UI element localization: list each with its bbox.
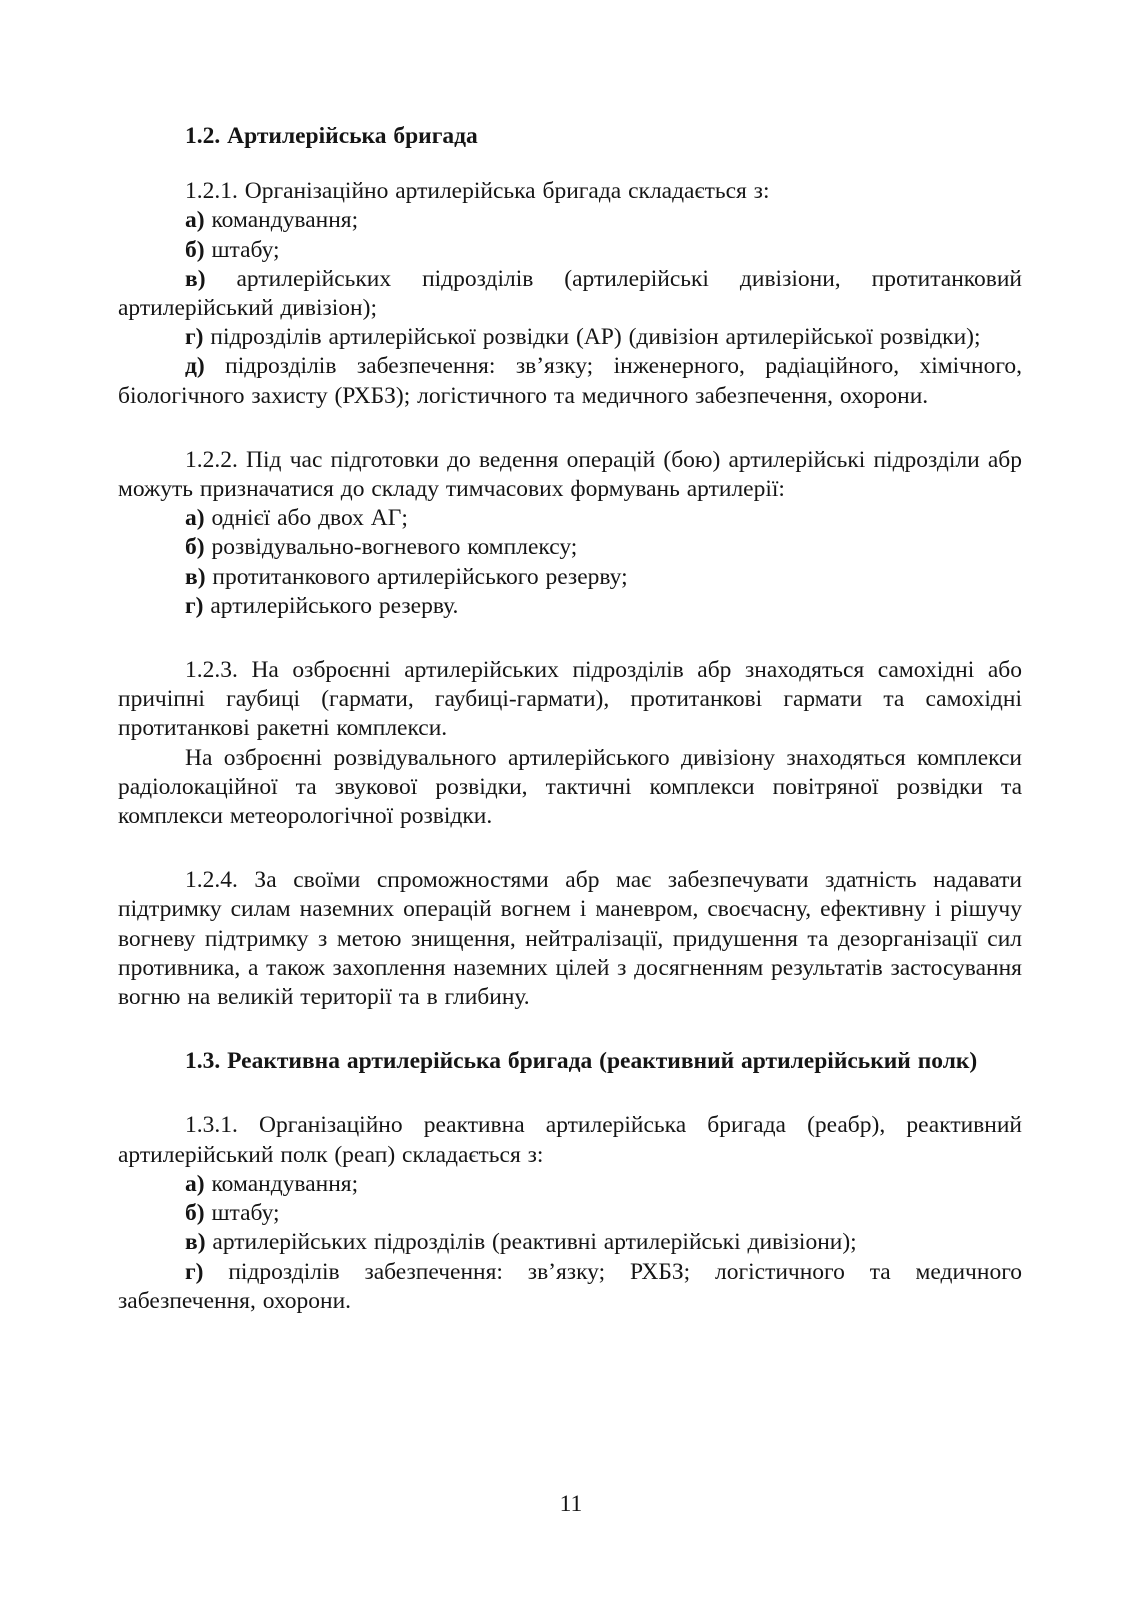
list-item (118, 323, 1022, 352)
list-item (118, 236, 1022, 265)
item-text: протитанкового артилерійського резерву; (212, 563, 628, 590)
item-marker: в) (185, 1229, 206, 1256)
section-heading: 1.2. Артилерійська бригада (185, 123, 478, 149)
paragraph: 1.2.1. Організаційно артилерійська бригада складається з: (185, 178, 770, 205)
item-marker: в) (185, 265, 206, 292)
section-heading: 1.3. Реактивна артилерійська бригада (реактивний артилерійський полк) (185, 1048, 978, 1075)
list-item (118, 265, 1022, 323)
page-content (118, 122, 1022, 1316)
item-text: командування; (211, 1170, 359, 1197)
item-text: штабу; (211, 1200, 280, 1227)
paragraph: На озброєнні розвідувального артилерійського дивізіону знаходяться комплекси радіолокаційної та звукової розвідки, тактичні комплекси повітряної розвідки та комплекси метеорологічної розвідки. (118, 744, 1022, 830)
item-text: підрозділів забезпечення: зв’язку; інженерного, радіаційного, хімічного, біологічного захисту (РХБЗ); логістичного та медичного забезпечення, охорони. (118, 353, 1023, 409)
list-item (118, 352, 1022, 410)
list-item (118, 206, 1022, 235)
item-marker: г) (185, 324, 204, 351)
list-item (118, 1228, 1022, 1257)
item-marker: д) (185, 353, 205, 380)
paragraph: 1.3.1. Організаційно реактивна артилерійська бригада (реабр), реактивний артилерійський полк (реап) складається з: (118, 1112, 1022, 1168)
item-marker: а) (185, 505, 205, 532)
list-item (118, 1258, 1022, 1316)
item-marker: г) (185, 592, 204, 619)
item-text: артилерійських підрозділів (артилерійські дивізіони, протитанковий артилерійський дивізіон); (118, 265, 1023, 322)
item-marker: а) (185, 207, 205, 234)
item-text: однієї або двох АГ; (211, 505, 408, 532)
item-text: штабу; (211, 236, 280, 263)
list-item (118, 533, 1022, 562)
item-marker: в) (185, 563, 206, 590)
list-item (118, 592, 1022, 621)
item-text: артилерійського резерву. (210, 592, 459, 619)
item-text: підрозділів артилерійської розвідки (АР) (дивізіон артилерійської розвідки); (210, 324, 981, 351)
item-marker: а) (185, 1170, 205, 1197)
item-text: підрозділів забезпечення: зв’язку; РХБЗ; логістичного та медичного забезпечення, охорони. (118, 1258, 1022, 1314)
item-text: командування; (211, 207, 359, 234)
list-item (118, 563, 1022, 592)
list-item (118, 1170, 1022, 1199)
item-text: артилерійських підрозділів (реактивні артилерійські дивізіони); (212, 1229, 857, 1256)
page-number: 11 (559, 1491, 583, 1517)
item-text: розвідувально-вогневого комплексу; (211, 534, 578, 561)
list-item (118, 1199, 1022, 1228)
paragraph: 1.2.4. За своїми спроможностями абр має забезпечувати здатність надавати підтримку силам наземних операцій вогнем і маневром, своєчасну, ефективну і рішучу вогневу підтримку з метою знищення, нейтралізації, придушення та дезорганізації сил противника, а також захоплення наземних цілей з досягненням результатів застосування вогню на великій території та в глибину. (118, 867, 1022, 1011)
item-marker: б) (185, 1200, 205, 1227)
paragraph: 1.2.3. На озброєнні артилерійських підрозділів абр знаходяться самохідні або причіпні гаубиці (гармати, гаубиці-гармати), протитанкові гармати та самохідні протитанкові ракетні комплекси. (118, 657, 1022, 742)
item-marker: г) (185, 1258, 204, 1285)
item-marker: б) (185, 534, 205, 561)
list-item (118, 504, 1022, 533)
paragraph: 1.2.2. Під час підготовки до ведення операцій (бою) артилерійські підрозділи абр можуть призначатися до складу тимчасових формувань артилерії: (118, 446, 1022, 503)
item-marker: б) (185, 236, 205, 263)
